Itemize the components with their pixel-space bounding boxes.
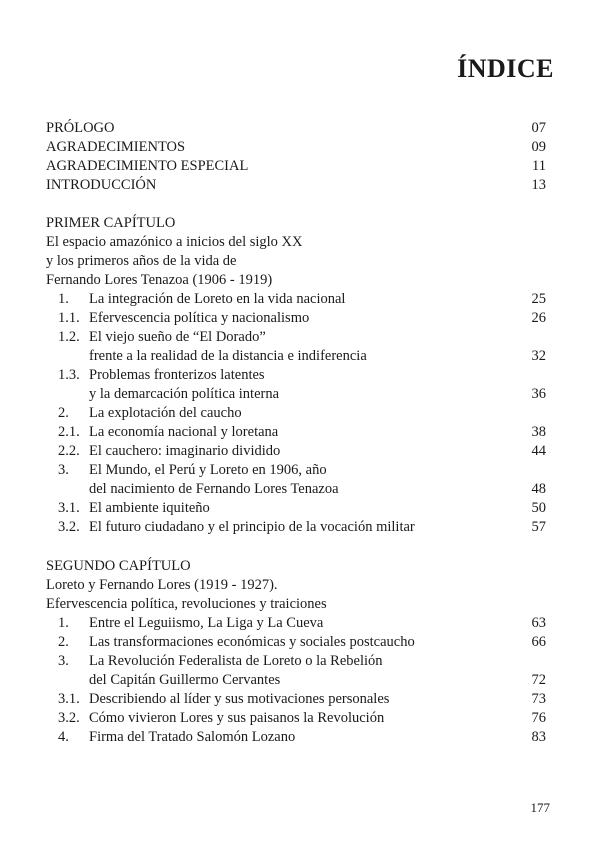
toc-entry [58,328,546,347]
toc-number: 3. [58,653,69,669]
toc-label: Firma del Tratado Salomón Lozano [89,729,296,745]
toc-label: frente a la realidad de la distancia e indiferencia [89,348,367,364]
toc-label: PRÓLOGO [46,120,115,136]
toc-number: 2.1. [58,424,80,440]
toc-number: 2. [58,405,69,421]
chapter-heading: SEGUNDO CAPÍTULO [46,558,191,574]
toc-label: La integración de Loreto en la vida nacional [89,291,346,307]
toc-page: 57 [531,519,546,535]
toc-label: La explotación del caucho [89,405,242,421]
chapter-heading: PRIMER CAPÍTULO [46,215,176,231]
toc-label: Cómo vivieron Lores y sus paisanos la Revolución [89,710,385,726]
toc-entry [58,290,546,309]
toc-entry [46,176,546,195]
toc-page: 50 [531,500,546,516]
toc-label: Describiendo al líder y sus motivaciones personales [89,691,390,707]
page-number: 177 [530,800,550,815]
toc-number: 3.2. [58,710,80,726]
toc-label: El viejo sueño de “El Dorado” [89,329,266,345]
toc-page: 07 [531,120,546,136]
toc-entry [46,119,546,138]
toc-entry [58,652,546,671]
toc-number: 3.2. [58,519,80,535]
toc-page: 48 [531,481,546,497]
toc-page: 83 [531,729,546,745]
toc-page: 38 [531,424,546,440]
toc-label: Las transformaciones económicas y sociales postcaucho [89,634,415,650]
toc-label: La economía nacional y loretana [89,424,279,440]
toc-entry-continuation [89,671,546,690]
toc-entry [58,728,546,747]
toc-number: 1. [58,615,69,631]
toc-page: 72 [531,672,546,688]
toc-page: 63 [531,615,546,631]
toc-label: y la demarcación política interna [89,386,280,402]
toc-number: 1.1. [58,310,80,326]
toc-entry [58,709,546,728]
toc-label: INTRODUCCIÓN [46,177,157,193]
toc-page: 66 [531,634,546,650]
toc-entry [58,404,546,423]
toc-label: El futuro ciudadano y el principio de la vocación militar [89,519,415,535]
chapter-subtitle: Loreto y Fernando Lores (1919 - 1927). [46,577,278,593]
toc-entry [58,690,546,709]
toc-label: El Mundo, el Perú y Loreto en 1906, año [89,462,327,478]
toc-label: Entre el Leguiismo, La Liga y La Cueva [89,615,324,631]
toc-entry [58,442,546,461]
toc-label: del Capitán Guillermo Cervantes [89,672,281,688]
toc-page: 26 [531,310,546,326]
toc-label: La Revolución Federalista de Loreto o la Rebelión [89,653,383,669]
toc-entry [58,499,546,518]
toc-number: 4. [58,729,69,745]
toc-entry [58,518,546,537]
toc-number: 3.1. [58,500,80,516]
toc-number: 2.2. [58,443,80,459]
toc-entry-continuation [89,480,546,499]
toc-entry-continuation [89,347,546,366]
toc-entry [58,309,546,328]
chapter-subtitle: Efervescencia política, revoluciones y traiciones [46,596,327,612]
toc-page: 36 [531,386,546,402]
chapter-subtitle: y los primeros años de la vida de [46,253,237,269]
toc-label: del nacimiento de Fernando Lores Tenazoa [89,481,339,497]
toc-entry [58,633,546,652]
toc-entry [58,614,546,633]
toc-page: 11 [532,158,546,174]
page-title: ÍNDICE [457,54,554,83]
toc-number: 1. [58,291,69,307]
toc-label: Problemas fronterizos latentes [89,367,265,383]
toc-number: 3. [58,462,69,478]
toc-entry [58,423,546,442]
chapter-subtitle: Fernando Lores Tenazoa (1906 - 1919) [46,272,273,288]
toc-number: 1.2. [58,329,80,345]
toc-page: 44 [531,443,546,459]
toc-entry-continuation [89,385,546,404]
toc-label: AGRADECIMIENTOS [46,139,186,155]
toc-page: 09 [531,139,546,155]
toc-entry [58,461,546,480]
toc-entry [46,138,546,157]
toc-number: 2. [58,634,69,650]
chapter-subtitle: El espacio amazónico a inicios del siglo XX [46,234,303,250]
toc-number: 1.3. [58,367,80,383]
toc-page: 76 [531,710,546,726]
toc-page: 32 [531,348,546,364]
toc-entry [58,366,546,385]
toc-number: 3.1. [58,691,80,707]
toc-entry [46,157,546,176]
toc-label: Efervescencia política y nacionalismo [89,310,310,326]
toc-page: 25 [531,291,546,307]
toc-label: El cauchero: imaginario dividido [89,443,281,459]
toc-page: 13 [531,177,546,193]
toc-label: El ambiente iquiteño [89,500,210,516]
toc-page: 73 [531,691,546,707]
toc-label: AGRADECIMIENTO ESPECIAL [46,158,249,174]
